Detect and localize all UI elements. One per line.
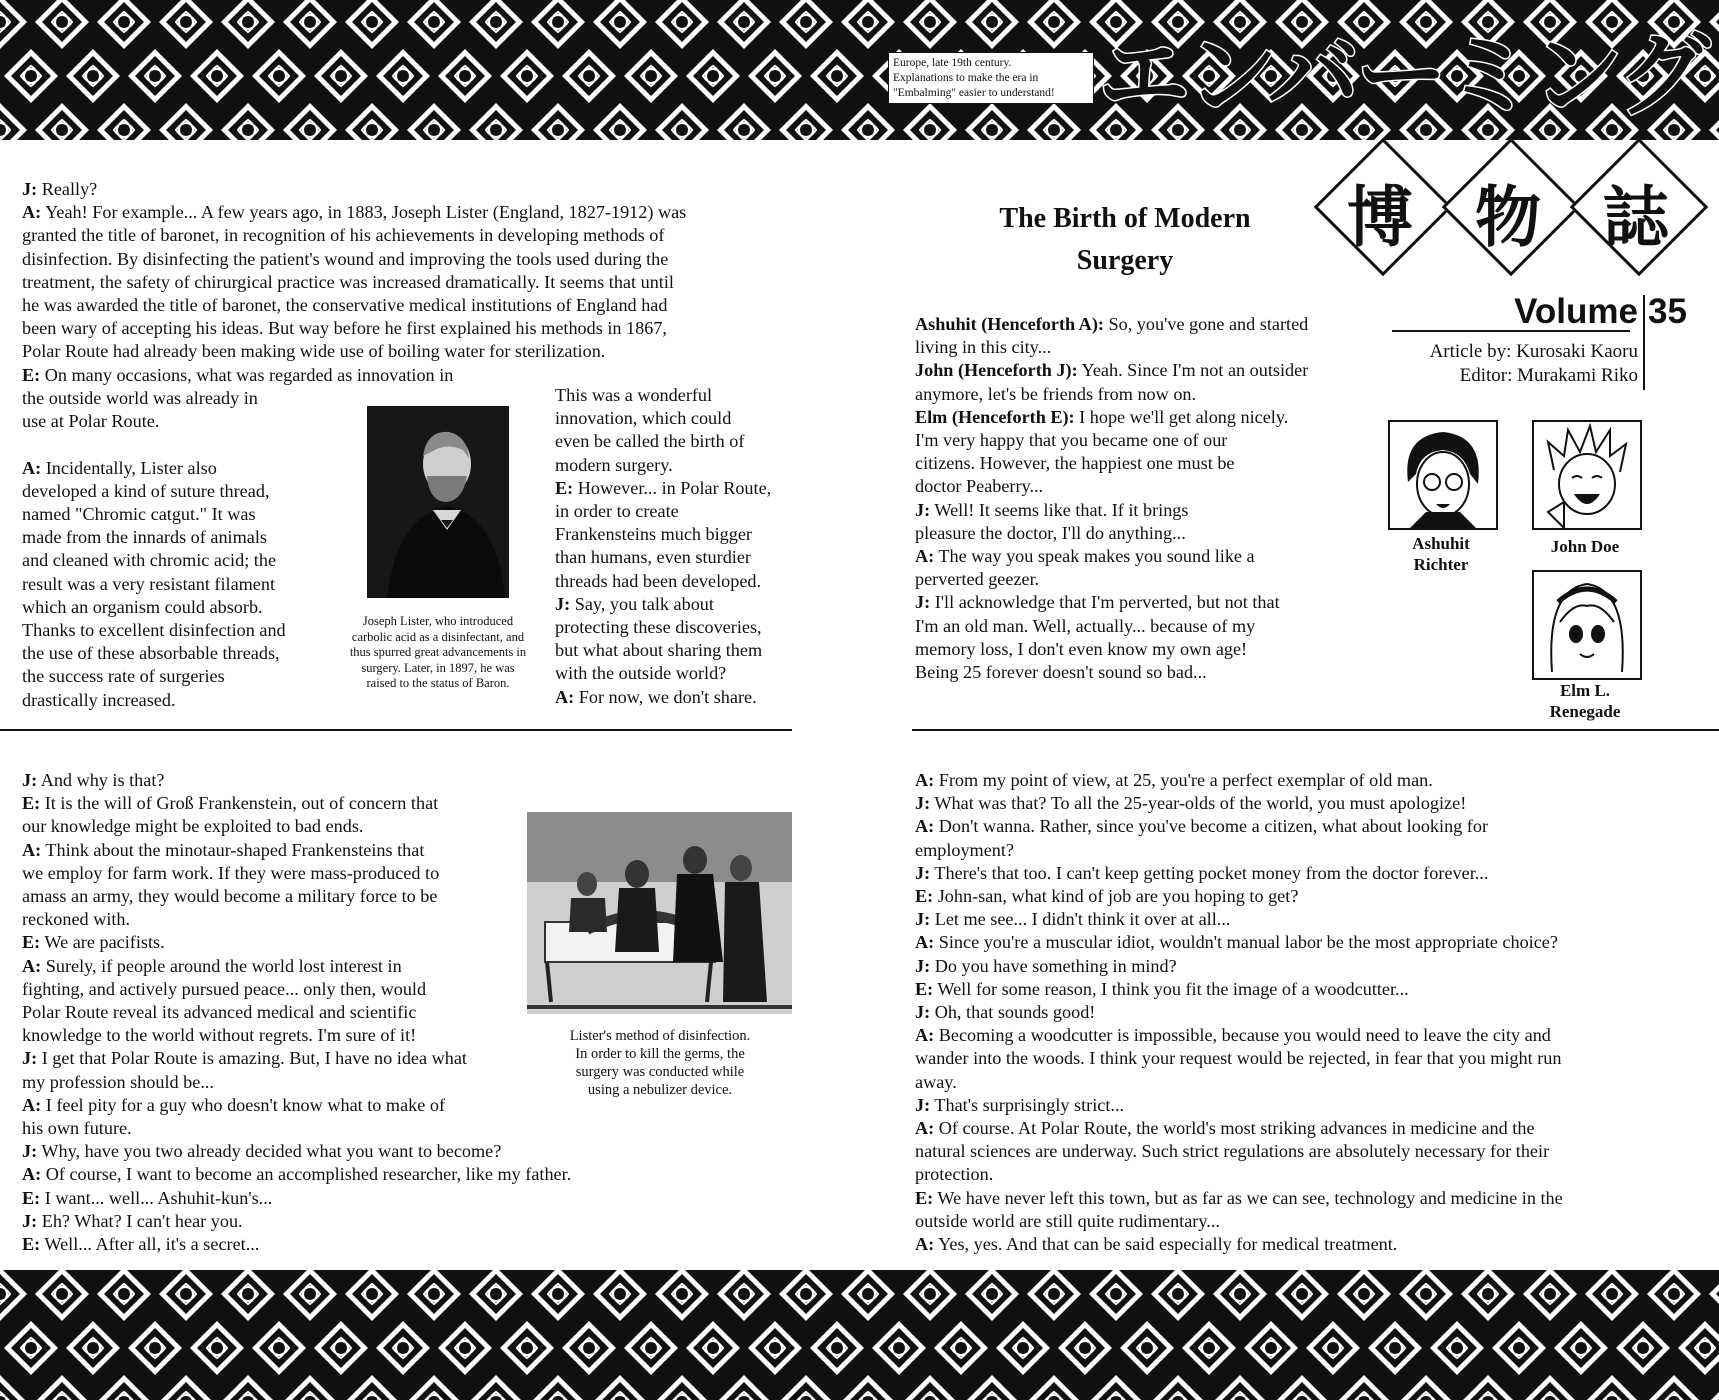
text-line — [915, 792, 1466, 815]
text-line — [555, 523, 752, 546]
text-line — [22, 387, 258, 410]
text-line — [915, 638, 1247, 661]
text-line — [555, 500, 679, 523]
line-text: fighting, and actively pursued peace... only then, would — [22, 978, 427, 999]
volume-block — [1380, 292, 1687, 395]
line-text: amass an army, they would become a military force to be — [22, 886, 438, 906]
text-line — [22, 457, 217, 480]
text-line — [915, 359, 1308, 382]
line-text: I'm very happy that you became one of our — [915, 430, 1228, 450]
article-title-line: Surgery — [1076, 245, 1174, 276]
text-line — [22, 480, 269, 503]
line-text: away. — [915, 1071, 957, 1092]
speaker-label: A: — [915, 1118, 935, 1138]
text-line — [555, 430, 744, 453]
speaker-label: Elm (Henceforth E): — [915, 406, 1075, 427]
character-name-john: John Doe — [1550, 537, 1620, 556]
line-text: Why, have you two already decided what you want to become? — [37, 1141, 502, 1162]
line-text: And why is that? — [37, 770, 165, 790]
speaker-label: J: — [915, 909, 931, 930]
text-line — [915, 615, 1255, 638]
text-line — [22, 1047, 467, 1070]
text-line — [22, 955, 402, 978]
speaker-label: J: — [915, 955, 931, 976]
line-text: Eh? What? I can't hear you. — [37, 1210, 243, 1231]
speaker-label: E: — [915, 1187, 934, 1208]
text-line — [915, 313, 1308, 336]
text-line — [915, 522, 1186, 545]
line-text: John-san, what kind of job are you hoping to get? — [933, 886, 1299, 906]
avatar-ashuhit — [1388, 420, 1498, 530]
avatar-elm — [1532, 570, 1642, 680]
line-text: Surely, if people around the world lost interest in — [41, 955, 402, 976]
text-line — [555, 546, 751, 569]
speaker-label: J: — [22, 1048, 38, 1069]
text-line — [22, 1140, 501, 1163]
intro-line: Explanations to make the era in — [893, 72, 1039, 84]
line-text: Let me see... I didn't think it over at all... — [930, 909, 1231, 930]
line-text: I want... well... Ashuhit-kun's... — [40, 1187, 273, 1208]
avatar-john — [1532, 420, 1642, 530]
text-line — [22, 619, 286, 642]
text-line — [22, 1117, 132, 1140]
line-text: granted the title of baronet, in recognition of his achievements in developing methods of — [22, 225, 665, 246]
line-text: drastically increased. — [22, 689, 176, 710]
text-line — [22, 1001, 416, 1024]
volume-number: 35 — [1648, 292, 1687, 331]
line-text: There's that too. I can't keep getting pocket money from the doctor forever... — [930, 862, 1489, 883]
line-text: my profession should be... — [22, 1071, 214, 1092]
text-line — [22, 689, 176, 712]
line-text: reckoned with. — [22, 909, 131, 930]
line-text: disinfection. By disinfecting the patient's wound and improving the tools used during the — [22, 248, 669, 269]
text-line — [915, 1024, 1551, 1047]
speaker-label: J: — [915, 499, 931, 520]
text-line — [915, 452, 1234, 475]
text-line — [915, 568, 1039, 591]
text-line — [915, 591, 1280, 614]
line-text: I'll acknowledge that I'm perverted, but not that — [930, 592, 1280, 613]
line-text: That's surprisingly strict... — [930, 1094, 1125, 1115]
line-text: knowledge to the world without regrets. I'm sure of it! — [22, 1025, 417, 1046]
line-text: living in this city... — [915, 337, 1052, 358]
speaker-label: J: — [22, 179, 38, 199]
speaker-label: J: — [22, 770, 38, 790]
line-text: employment? — [915, 839, 1014, 860]
article-by: Article by: Kurosaki Kaoru — [1429, 341, 1638, 362]
text-line — [915, 908, 1230, 931]
text-line — [22, 908, 130, 931]
line-text: even be called the birth of — [555, 431, 745, 452]
line-text: he was awarded the title of baronet, the conservative medical institutions of England had — [22, 295, 668, 315]
text-line — [915, 336, 1051, 359]
text-line — [22, 201, 686, 224]
lister-caption: Joseph Lister, who introduced carbolic acid as a disinfectant, and thus spurred great advancements in surgery. Later, in 1897, he was raised to the status of Baron. — [349, 614, 527, 690]
text-line — [915, 545, 1255, 568]
line-text: named "Chromic catgut." It was — [22, 504, 256, 524]
jp-subtitle — [1320, 150, 1719, 300]
text-line — [555, 570, 761, 593]
text-line — [915, 931, 1558, 954]
text-line — [915, 1071, 957, 1094]
text-line — [22, 317, 667, 340]
line-text: For now, we don't share. — [574, 686, 757, 707]
text-line — [22, 978, 426, 1001]
speaker-label: A: — [22, 955, 42, 976]
line-text: the outside world was already in — [22, 388, 258, 408]
text-line — [915, 1233, 1397, 1256]
line-text: doctor Peaberry... — [915, 476, 1044, 497]
line-text: protection. — [915, 1164, 994, 1185]
line-text: Of course, I want to become an accomplished researcher, like my father. — [41, 1164, 572, 1185]
text-line — [915, 1187, 1563, 1210]
line-text: threads had been developed. — [555, 570, 762, 591]
section-divider-left — [0, 729, 792, 731]
text-line — [555, 384, 712, 407]
surgery-engraving-photo — [527, 812, 792, 1014]
line-text: Well for some reason, I think you fit the image of a woodcutter... — [933, 978, 1409, 999]
text-line — [22, 1233, 259, 1256]
text-line — [915, 1140, 1549, 1163]
line-text: We are pacifists. — [40, 932, 165, 953]
text-line — [22, 410, 159, 433]
speaker-label: E: — [22, 1234, 41, 1254]
speaker-label: J: — [915, 1002, 931, 1022]
speaker-label: J: — [555, 593, 571, 614]
text-line — [915, 499, 1188, 522]
speaker-label: A: — [915, 932, 935, 953]
line-text: Say, you talk about — [570, 593, 714, 614]
speaker-label: J: — [915, 1094, 931, 1115]
line-text: than humans, even sturdier — [555, 547, 751, 568]
line-text: we employ for farm work. If they were mass-produced to — [22, 862, 440, 883]
line-text: natural sciences are underway. Such strict regulations are absolutely necessary for their — [915, 1141, 1550, 1162]
speaker-label: A: — [915, 816, 935, 837]
speaker-label: J: — [915, 793, 931, 814]
text-line — [22, 271, 674, 294]
jp-title — [1098, 18, 1719, 136]
line-text: innovation, which could — [555, 408, 732, 429]
intro-line: "Embalming" easier to understand! — [893, 87, 1055, 99]
line-text: This was a wonderful — [555, 385, 713, 405]
text-line — [22, 248, 668, 271]
line-text: Well! It seems like that. If it brings — [930, 499, 1189, 520]
speaker-label: Ashuhit (Henceforth A): — [915, 314, 1104, 334]
line-text: and cleaned with chromic acid; the — [22, 550, 277, 571]
line-text: made from the innards of animals — [22, 527, 267, 548]
text-line — [915, 769, 1433, 792]
line-text: Yeah! For example... A few years ago, in 1883, Joseph Lister (England, 1827-1912) was — [41, 202, 687, 223]
line-text: Oh, that sounds good! — [930, 1002, 1096, 1022]
text-line — [915, 839, 1014, 862]
text-line — [22, 526, 267, 549]
text-line — [22, 665, 225, 688]
line-text: Frankensteins much bigger — [555, 524, 752, 545]
lister-portrait-photo — [367, 406, 509, 598]
intro-line: Europe, late 19th century. — [893, 57, 1012, 69]
line-text: Of course. At Polar Route, the world's most striking advances in medicine and the — [934, 1118, 1535, 1138]
line-text: our knowledge might be exploited to bad ends. — [22, 816, 364, 837]
editor: Editor: Murakami Riko — [1459, 365, 1638, 386]
speaker-label: E: — [22, 1187, 41, 1208]
text-line — [555, 454, 673, 477]
line-text: in order to create — [555, 501, 679, 521]
line-text: Yeah. Since I'm not an outsider — [1077, 360, 1309, 381]
text-line — [555, 593, 714, 616]
character-name-elm: Elm L. Renegade — [1549, 681, 1621, 721]
speaker-label: E: — [22, 793, 41, 814]
jp-subtitle-char: 誌 — [1603, 178, 1669, 256]
line-text: Yes, yes. And that can be said especially for medical treatment. — [934, 1234, 1398, 1254]
line-text: Well... After all, it's a secret... — [40, 1234, 260, 1254]
line-text: Really? — [37, 179, 98, 199]
jp-subtitle-char: 物 — [1475, 178, 1541, 256]
line-text: Since you're a muscular idiot, wouldn't manual labor be the most appropriate choice? — [934, 932, 1558, 953]
text-line — [22, 1071, 214, 1094]
text-line — [22, 642, 280, 665]
line-text: anymore, let's be friends from now on. — [915, 383, 1197, 404]
line-text: with the outside world? — [555, 663, 727, 684]
line-text: Think about the minotaur-shaped Frankensteins that — [41, 839, 425, 860]
text-line — [915, 1117, 1535, 1140]
line-text: developed a kind of suture thread, — [22, 480, 270, 501]
line-text: Incidentally, Lister also — [41, 457, 217, 478]
speaker-label: E: — [915, 978, 934, 999]
line-text: From my point of view, at 25, you're a perfect exemplar of old man. — [934, 770, 1433, 790]
text-line — [22, 839, 424, 862]
line-text: but what about sharing them — [555, 640, 763, 661]
speaker-label: A: — [555, 686, 575, 707]
text-line — [22, 815, 363, 838]
text-line — [22, 885, 437, 908]
article-title-line: The Birth of Modern — [999, 203, 1251, 234]
text-line — [22, 1210, 243, 1233]
speaker-label: E: — [915, 886, 934, 906]
speaker-label: A: — [22, 202, 42, 223]
text-line — [915, 955, 1177, 978]
line-text: Being 25 forever doesn't sound so bad... — [915, 662, 1207, 682]
text-line — [22, 1024, 416, 1047]
line-text: Polar Route reveal its advanced medical and scientific — [22, 1002, 417, 1022]
speaker-label: John (Henceforth J): — [915, 360, 1078, 381]
line-text: It is the will of Groß Frankenstein, out of concern that — [40, 793, 439, 814]
line-text: result was a very resistant filament — [22, 573, 276, 594]
text-line — [555, 616, 762, 639]
line-text: memory loss, I don't even know my own age! — [915, 638, 1248, 659]
line-text: outside world are still quite rudimentary... — [915, 1210, 1220, 1231]
line-text: the success rate of surgeries — [22, 666, 225, 687]
text-line — [915, 383, 1196, 406]
text-line — [22, 596, 263, 619]
speaker-label: A: — [915, 546, 935, 566]
method-caption: Lister's method of disinfection. In order to kill the germs, the surgery was conducted while using a nebulizer device. — [569, 1028, 751, 1098]
speaker-label: E: — [22, 364, 41, 385]
bottom-ornamental-border — [0, 1262, 1719, 1400]
line-text: been wary of accepting his ideas. But way before he first explained his methods in 1867, — [22, 318, 667, 339]
line-text: On many occasions, what was regarded as innovation in — [40, 364, 454, 385]
line-text: I'm an old man. Well, actually... because of my — [915, 615, 1256, 636]
speaker-label: J: — [22, 1210, 38, 1231]
text-line — [915, 862, 1488, 885]
line-text: I hope we'll get along nicely. — [1074, 406, 1289, 427]
text-line — [22, 549, 276, 572]
line-text: Thanks to excellent disinfection and — [22, 620, 286, 640]
jp-subtitle-char: 博 — [1347, 178, 1413, 256]
line-text: I get that Polar Route is amazing. But, I have no idea what — [37, 1048, 467, 1069]
section-divider-right — [912, 729, 1719, 731]
text-line — [915, 475, 1043, 498]
text-line — [555, 686, 757, 709]
line-text: which an organism could absorb. — [22, 596, 263, 617]
line-text: treatment, the safety of chirurgical practice was increased dramatically. It seems that until — [22, 271, 674, 292]
text-line — [22, 1187, 272, 1210]
text-line — [22, 931, 165, 954]
text-line — [22, 862, 439, 885]
intro-box — [888, 52, 1094, 104]
text-line — [915, 1047, 1562, 1070]
text-line — [555, 407, 731, 430]
text-line — [915, 815, 1488, 838]
text-line — [555, 639, 762, 662]
text-line — [915, 1210, 1220, 1233]
text-line — [555, 662, 726, 685]
line-text: protecting these discoveries, — [555, 617, 762, 637]
line-text: pleasure the doctor, I'll do anything... — [915, 522, 1186, 543]
speaker-label: A: — [22, 1094, 42, 1115]
text-line — [22, 178, 97, 201]
text-line — [915, 978, 1409, 1001]
line-text: Polar Route had already been making wide use of boiling water for sterilization. — [22, 341, 606, 362]
text-line — [915, 661, 1207, 684]
line-text: Don't wanna. Rather, since you've become a citizen, what about looking for — [934, 816, 1489, 837]
speaker-label: A: — [22, 457, 42, 478]
text-line — [915, 429, 1227, 452]
character-name-ashuhit: Ashuhit Richter — [1412, 534, 1470, 574]
line-text: use at Polar Route. — [22, 411, 160, 432]
text-line — [22, 1163, 571, 1186]
line-text: The way you speak makes you sound like a — [934, 546, 1255, 566]
text-line — [915, 406, 1288, 429]
line-text: I feel pity for a guy who doesn't know what to make of — [41, 1094, 446, 1115]
text-line — [22, 573, 275, 596]
text-line — [22, 769, 164, 792]
line-text: Becoming a woodcutter is impossible, because you would need to leave the city and — [934, 1025, 1551, 1046]
line-text: Do you have something in mind? — [930, 955, 1177, 976]
text-line — [22, 224, 664, 247]
line-text: the use of these absorbable threads, — [22, 643, 280, 664]
speaker-label: A: — [22, 1164, 42, 1185]
text-line — [915, 1163, 993, 1186]
line-text: What was that? To all the 25-year-olds of the world, you must apologize! — [930, 793, 1467, 814]
text-line — [22, 1094, 445, 1117]
volume-label: Volume — [1514, 292, 1638, 331]
line-text: citizens. However, the happiest one must be — [915, 453, 1235, 474]
speaker-label: J: — [22, 1141, 38, 1162]
article-title — [960, 198, 1290, 282]
line-text: wander into the woods. I think your request would be rejected, in fear that you might run — [915, 1048, 1562, 1069]
text-line — [22, 364, 453, 387]
text-line — [22, 294, 667, 317]
text-line — [22, 340, 605, 363]
text-line — [22, 792, 438, 815]
line-text: However... in Polar Route, — [573, 477, 772, 498]
text-line — [915, 1001, 1095, 1024]
speaker-label: J: — [915, 592, 931, 613]
speaker-label: A: — [915, 770, 935, 790]
text-line — [915, 885, 1298, 908]
speaker-label: A: — [915, 1025, 935, 1046]
jp-title-text: エンバーミング — [1098, 22, 1706, 129]
line-text: perverted geezer. — [915, 569, 1040, 590]
line-text: We have never left this town, but as far as we can see, technology and medicine in the — [933, 1187, 1563, 1208]
speaker-label: E: — [22, 932, 41, 953]
speaker-label: A: — [22, 839, 42, 860]
speaker-label: E: — [555, 477, 574, 498]
line-text: his own future. — [22, 1118, 132, 1138]
line-text: So, you've gone and started — [1103, 314, 1309, 334]
text-line — [915, 1094, 1124, 1117]
text-line — [555, 477, 771, 500]
text-line — [22, 503, 256, 526]
speaker-label: J: — [915, 862, 931, 883]
line-text: modern surgery. — [555, 454, 673, 475]
speaker-label: A: — [915, 1234, 935, 1254]
